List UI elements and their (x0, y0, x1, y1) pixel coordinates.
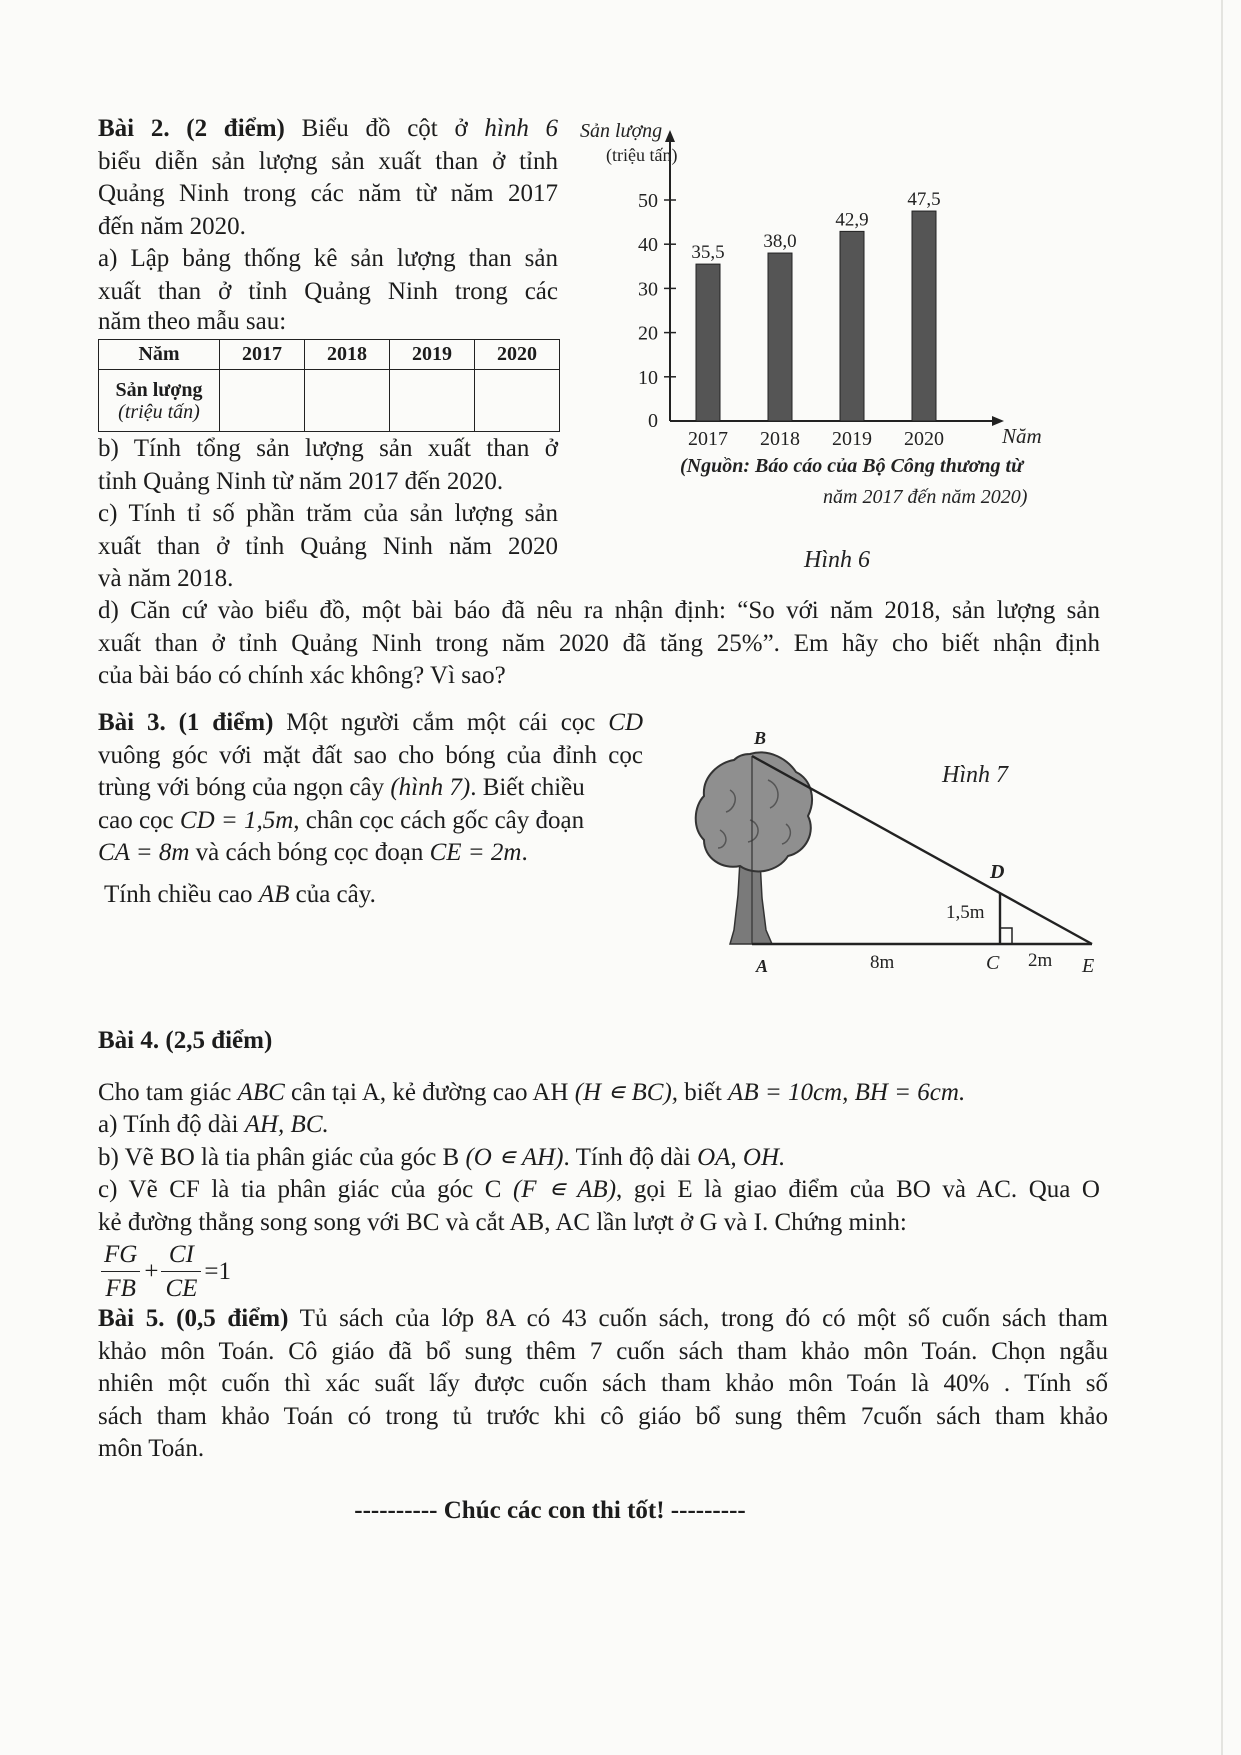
chart-bar-value-label: 35,5 (691, 242, 725, 264)
chart-xlabel: Năm (1002, 424, 1042, 448)
bai2-qd-line2: xuất than ở tỉnh Quảng Ninh trong năm 2020 đã tăng 25%”. Em hãy cho biết nhận định (98, 629, 1100, 657)
length-label-cd: 1,5m (946, 902, 985, 923)
figure7-title: Hình 7 (942, 762, 1008, 788)
chart-y-axis-arrow (665, 130, 675, 142)
bai5-line1: Bài 5. (0,5 điểm) Tủ sách của lớp 8A có 43 cuốn sách, trong đó có một số cuốn sách tham (98, 1305, 1108, 1332)
table-year-2019: 2019 (390, 340, 475, 370)
bai2-qc-line2: xuất than ở tỉnh Quảng Ninh năm 2020 (98, 532, 558, 560)
fraction-ci-ce: $\frac{CI}{CE}$ (161, 1239, 201, 1306)
table-year-2018: 2018 (305, 340, 390, 370)
bai3-line2: vuông góc với mặt đất sao cho bóng của đỉnh cọc (98, 741, 643, 769)
bai4-qb: b) Vẽ BO là tia phân giác của góc B (O ∊ AH). Tính độ dài OA, OH. (98, 1143, 786, 1171)
chart-bar-value-label: 38,0 (763, 231, 797, 253)
chart-bar (696, 264, 720, 421)
bai3-line4: cao cọc CD = 1,5m, chân cọc cách gốc cây đoạn (98, 806, 585, 834)
tree-canopy (696, 752, 812, 871)
bai4-qa: a) Tính độ dài AH, BC. (98, 1111, 329, 1138)
chart-source-line1: (Nguồn: Báo cáo của Bộ Công thương từ (680, 455, 1024, 477)
statistics-table (98, 339, 560, 432)
figure7-diagram (690, 720, 1110, 980)
chart-x-tick-label: 2020 (904, 428, 944, 450)
bai4-heading: Bài 4. (2,5 điểm) (98, 1027, 273, 1054)
chart-ylabel-line1: Sản lượng (580, 120, 663, 142)
bai3-line1: Bài 3. (1 điểm) Một người cắm một cái cọc CD (98, 709, 643, 736)
chart-bar-value-label: 47,5 (907, 189, 941, 211)
bai2-qb-line1: b) Tính tổng sản lượng sản xuất than ở (98, 435, 558, 462)
point-label-d: D (990, 861, 1005, 883)
bai2-line2: biểu diễn sản lượng sản xuất than ở tỉnh (98, 147, 558, 175)
bai2-questions (98, 433, 558, 596)
table-year-2017: 2017 (220, 340, 305, 370)
production-bar-chart (560, 110, 1080, 590)
bai5-line3: nhiên một cuốn thì xác suất lấy được cuốn sách tham khảo môn Toán là 40% . Tính số (98, 1370, 1108, 1397)
chart-ylabel-line2: (triệu tấn) (606, 145, 678, 165)
point-label-b: B (754, 728, 767, 748)
table-cell (390, 370, 475, 432)
table-cell (220, 370, 305, 432)
bai3-block (98, 707, 643, 911)
chart-y-tick-label: 30 (638, 278, 658, 301)
closing-wish: ---------- Chúc các con thi tốt! --------- (354, 1497, 746, 1524)
chart-y-tick-label: 50 (638, 190, 658, 212)
chart-y-tick-label: 10 (638, 366, 658, 389)
table-cell (305, 370, 390, 432)
chart-bar (840, 231, 864, 421)
bai2-qd (98, 595, 1100, 693)
bai5-line4: sách tham khảo Toán có trong tủ trước khi cô giáo bổ sung thêm 7cuốn sách tham khảo (98, 1402, 1108, 1430)
bai2-line1: Bài 2. (2 điểm) Biểu đồ cột ở hình 6 (98, 115, 559, 142)
bai2-qa-line2: xuất than ở tỉnh Quảng Ninh trong các (98, 277, 558, 305)
bai3-heading: Bài 3. (1 điểm) (98, 709, 274, 736)
bai3-line3: trùng với bóng của ngọn cây (hình 7). Biết chiều (98, 774, 585, 801)
chart-x-tick-label: 2017 (688, 428, 728, 450)
point-label-e: E (1082, 955, 1095, 977)
plus-sign: + (144, 1258, 159, 1285)
bai2-qc-line1: c) Tính tỉ số phần trăm của sản lượng sản (98, 500, 558, 527)
segment-be (752, 756, 1092, 944)
bai5-block (98, 1303, 1108, 1466)
chart-bar (768, 253, 792, 421)
point-label-c: C (986, 952, 1000, 974)
fraction-fg-fb: FG FB (100, 1239, 141, 1306)
chart-layer (638, 130, 1004, 450)
length-label-ac: 8m (870, 952, 895, 973)
chart-x-tick-label: 2019 (832, 428, 872, 450)
bai3-line6: Tính chiều cao AB của cây. (104, 880, 376, 908)
length-label-ce: 2m (1028, 950, 1053, 971)
chart-bar-value-label: 42,9 (835, 209, 869, 231)
table-cell (475, 370, 560, 432)
fraction-equation (100, 1236, 231, 1308)
bai2-line3: Quảng Ninh trong các năm từ năm 2017 (98, 180, 558, 207)
bai5-heading: Bài 5. (0,5 điểm) (98, 1305, 289, 1332)
chart-y-tick-label: 20 (638, 322, 658, 345)
bai2-block (98, 113, 558, 336)
table-row (99, 370, 560, 432)
bai4-block (98, 1025, 1100, 1239)
scan-edge (1221, 0, 1223, 1755)
chart-y-tick-label: 0 (648, 410, 658, 432)
table-row-label: Sản lượng (triệu tấn) (99, 370, 220, 432)
bai2-qb-line2: tỉnh Quảng Ninh từ năm 2017 đến 2020. (98, 467, 504, 495)
equals-one: =1 (204, 1258, 231, 1285)
tree-trunk (730, 860, 772, 944)
bai3-line5: CA = 8m và cách bóng cọc đoạn CE = 2m. (98, 839, 528, 866)
bai2-heading: Bài 2. (2 điểm) (98, 115, 285, 142)
bai2-qd-line3: của bài báo có chính xác không? Vì sao? (98, 662, 506, 689)
bai4-qc-line2: kẻ đường thẳng song song với BC và cắt AB, AC lần lượt ở G và I. Chứng minh: (98, 1208, 907, 1236)
bai5-line5: môn Toán. (98, 1435, 205, 1462)
table-header-label: Năm (99, 340, 220, 370)
chart-x-tick-label: 2018 (760, 428, 800, 450)
bai5-line2: khảo môn Toán. Cô giáo đã bổ sung thêm 7 cuốn sách tham khảo môn Toán. Chọn ngẫu (98, 1337, 1108, 1365)
bai4-line1: Cho tam giác ABC cân tại A, kẻ đường cao AH (H ∊ BC), biết AB = 10cm, BH = 6cm. (98, 1078, 966, 1106)
table-row (99, 340, 560, 370)
chart-source-line2: năm 2017 đến năm 2020) (823, 486, 1028, 508)
table-year-2020: 2020 (475, 340, 560, 370)
bai2-qc-line3: và năm 2018. (98, 565, 234, 592)
bai4-qc-line1: c) Vẽ CF là tia phân giác của góc C (F ∊ AB), gọi E là giao điểm của BO và AC. Qua O (98, 1176, 1100, 1203)
figure6-caption: Hình 6 (804, 547, 870, 573)
bai2-qa-line1: a) Lập bảng thống kê sản lượng than sản (98, 245, 558, 272)
bai2-line4: đến năm 2020. (98, 212, 246, 240)
bai2-qa-line3: năm theo mẫu sau: (98, 308, 287, 335)
point-label-a: A (756, 956, 769, 976)
bai2-qd-line1: d) Căn cứ vào biểu đồ, một bài báo đã nêu ra nhận định: “So với năm 2018, sản lượng sản (98, 597, 1100, 624)
chart-bar (912, 211, 936, 421)
right-angle-mark (1000, 928, 1012, 944)
chart-y-tick-label: 40 (638, 234, 658, 257)
